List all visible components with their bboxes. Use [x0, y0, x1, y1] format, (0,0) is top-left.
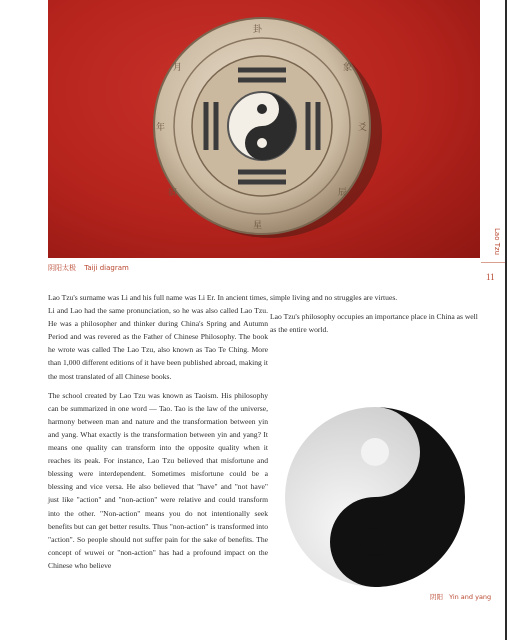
bottom-caption-en: Yin and yang: [449, 593, 492, 601]
top-figure-caption: [48, 263, 135, 273]
running-header: Lao Tzu: [493, 228, 501, 256]
paragraph: The school created by Lao Tzu was known as Taoism. His philosophy can be summarized in one word — Tao. Tao is the law of the universe, harmony between man and nature and the transformation between yin and yang. What exactly is the transformation between yin and yang? It means one quality can transform into the opposite quality when it reaches its peak. For instance, Lao Tzu believed that misfortune and blessing were interdependent. Sometimes misfortune could be a blessing and vice versa. He also believed that "have" and "not have" just like "action" and "non-action" were relative and could transform into the other. "Non-action" means you do not intentionally seek benefits but can get better results. Thus "non-action" is transformed into "action". So people should not suffer pain for the sake of benefits. The concept of wuwei or "non-action" has had a profound impact on the Chinese who believe: [48, 390, 268, 570]
svg-text:卦: 卦: [253, 25, 263, 35]
right-text-column: [270, 291, 482, 342]
top-caption-cn: 阴阳太极: [48, 264, 76, 272]
svg-text:宿: 宿: [168, 188, 178, 198]
svg-text:月: 月: [173, 63, 183, 73]
svg-text:象: 象: [343, 63, 353, 73]
left-text-column: [48, 291, 268, 578]
paragraph: Lao Tzu's philosophy occupies an importance place in China as well as the entire world.: [270, 312, 478, 335]
taiji-photo: [48, 0, 480, 258]
header-rule: [481, 262, 507, 263]
page-number: 11: [486, 272, 495, 282]
yin-yang-symbol: [282, 404, 468, 590]
top-caption-en: Taiji diagram: [84, 264, 129, 272]
svg-text:辰: 辰: [338, 188, 348, 198]
svg-text:年: 年: [156, 123, 166, 133]
paragraph: simple living and no struggles are virtues.: [270, 293, 398, 302]
svg-text:星: 星: [253, 221, 263, 231]
svg-text:爻: 爻: [358, 123, 368, 133]
bottom-figure-caption: [430, 592, 495, 601]
bottom-caption-cn: 阴阳: [430, 593, 443, 601]
taiji-bagua-disc: [48, 0, 480, 258]
paragraph: Lao Tzu's surname was Li and his full name was Li Er. In ancient times, Li and Lao had the same pronunciation, so he was also called Lao Tzu. He was a philosopher and thinker during China's Spring and Autumn Period and was revered as the Father of Chinese Philosophy. The book he wrote was called The Lao Tzu, also known as Tao Te Ching. More than 1,000 different editions of it have been published abroad, making it the most translated of all Chinese books.: [48, 293, 268, 381]
